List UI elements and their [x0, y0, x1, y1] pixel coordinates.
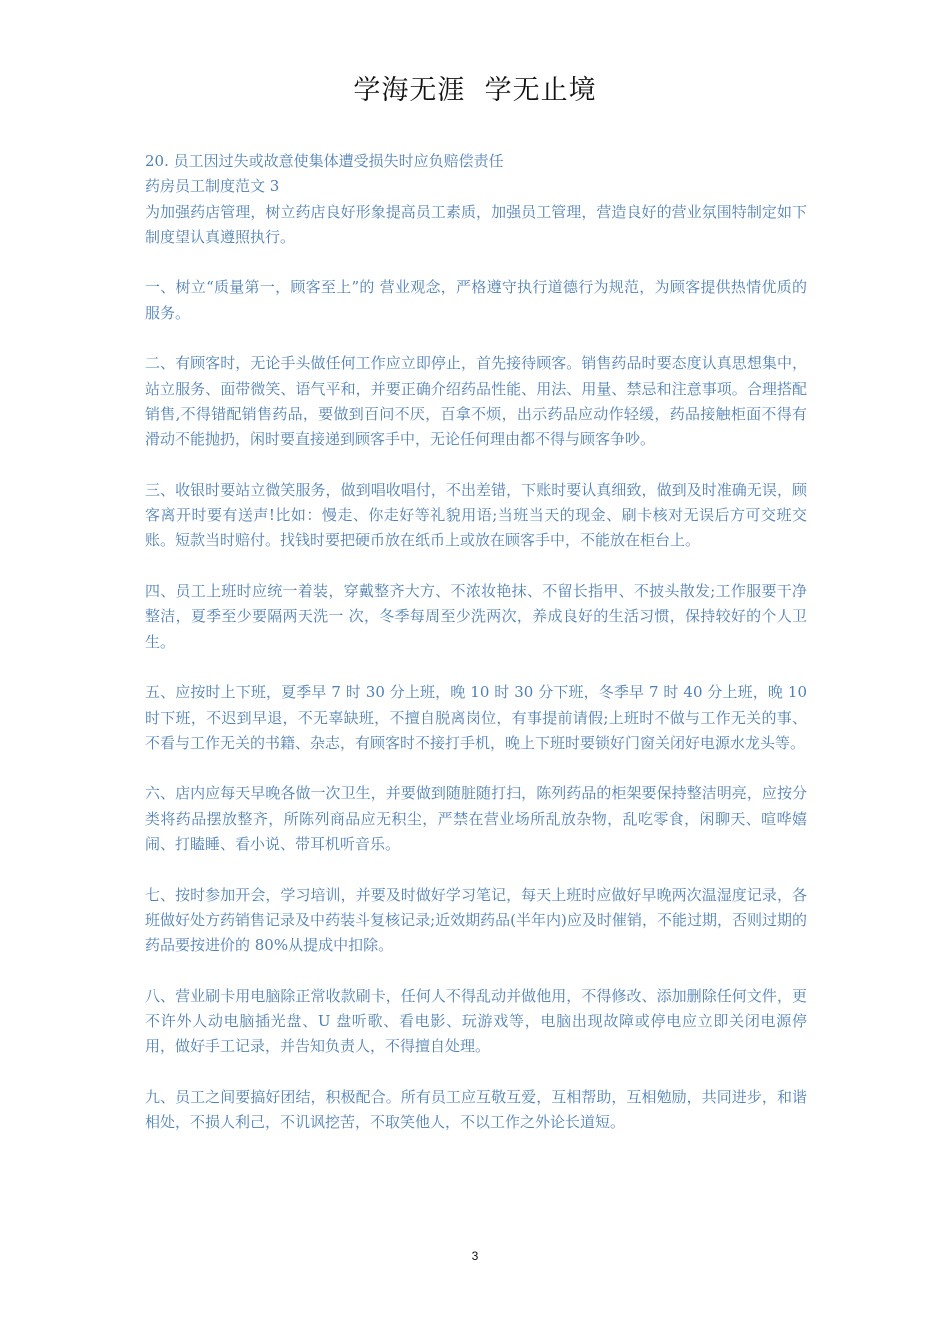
rule-paragraph-7: 七、按时参加开会，学习培训，并要及时做好学习笔记，每天上班时应做好早晚两次温湿度记录，各班做好处方药销售记录及中药装斗复核记录;近效期药品(半年内)应及时催销，不能过期，否则过期的药品要按进价的 80%从提成中扣除。 [145, 885, 807, 955]
item-20-line: 20. 员工因过失或故意使集体遭受损失时应负赔偿责任 [145, 152, 504, 170]
page-number: 3 [471, 1249, 479, 1263]
rule-paragraph-4: 四、员工上班时应统一着装，穿戴整齐大方、不浓妆艳抹、不留长指甲、不披头散发;工作服要干净整洁，夏季至少要隔两天洗一 次，冬季每周至少洗两次，养成良好的生活习惯，保持较好的个人卫生。 [145, 582, 807, 651]
rule-paragraph-1: 一、树立“质量第一，顾客至上”的 营业观念，严格遵守执行道德行为规范，为顾客提供热情优质的服务。 [145, 278, 807, 322]
rule-paragraph-3: 三、收银时要站立微笑服务，做到唱收唱付，不出差错，下账时要认真细致，做到及时准确无误，顾客离开时要有送声!比如：慢走、你走好等礼貌用语;当班当天的现金、刷卡核对无误后方可交班交账。短款当时赔付。找钱时要把硬币放在纸币上或放在顾客手中，不能放在柜台上。 [145, 480, 807, 550]
rule-paragraph-8: 八、营业刷卡用电脑除正常收款刷卡，任何人不得乱动并做他用，不得修改、添加删除任何文件，更不许外人动电脑插光盘、U 盘听歌、看电影、玩游戏等，电脑出现故障或停电应立即关闭电源停用，做好手工记录，并告知负责人，不得擅自处理。 [145, 986, 807, 1056]
rule-paragraph-2: 二、有顾客时，无论手头做任何工作应立即停止，首先接待顾客。销售药品时要态度认真思想集中，站立服务、面带微笑、语气平和，并要正确介绍药品性能、用法、用量、禁忌和注意事项。合理搭配销售,不得错配销售药品，要做到百问不厌，百拿不烦，出示药品应动作轻缓，药品接触柜面不得有滑动不能抛扔，闲时要直接递到顾客手中，无论任何理由都不得与顾客争吵。 [145, 354, 807, 449]
rule-paragraph-6: 六、店内应每天早晚各做一次卫生，并要做到随脏随打扫，陈列药品的柜架要保持整洁明亮，应按分类将药品摆放整齐，所陈列商品应无积尘，严禁在营业场所乱放杂物，乱吃零食，闲聊天、喧哗嬉闹、打瞌睡、看小说、带耳机听音乐。 [145, 784, 807, 854]
rule-paragraph-5: 五、应按时上下班，夏季早 7 时 30 分上班，晚 10 时 30 分下班，冬季早 7 时 40 分上班，晚 10 时下班，不迟到早退，不无辜缺班，不擅自脱离岗位，有事提前请假;上班时不做与工作无关的事、不看与工作无关的书籍、杂志，有顾客时不接打手机，晚上下班时要锁好门窗关闭好电源水龙头等。 [145, 683, 807, 752]
rule-paragraph-9: 九、员工之间要搞好团结，积极配合。所有员工应互敬互爱，互相帮助，互相勉励，共同进步，和谐相处，不损人利己，不讥讽挖苦，不取笑他人，不以工作之外论长道短。 [145, 1087, 807, 1132]
document-body [145, 149, 807, 1136]
section-title: 药房员工制度范文 3 [145, 177, 280, 196]
intro-paragraph: 为加强药店管理，树立药店良好形象提高员工素质，加强员工管理，营造良好的营业氛围特制定如下制度望认真遵照执行。 [145, 202, 807, 246]
page-header-title: 学海无涯 学无止境 [353, 75, 597, 106]
